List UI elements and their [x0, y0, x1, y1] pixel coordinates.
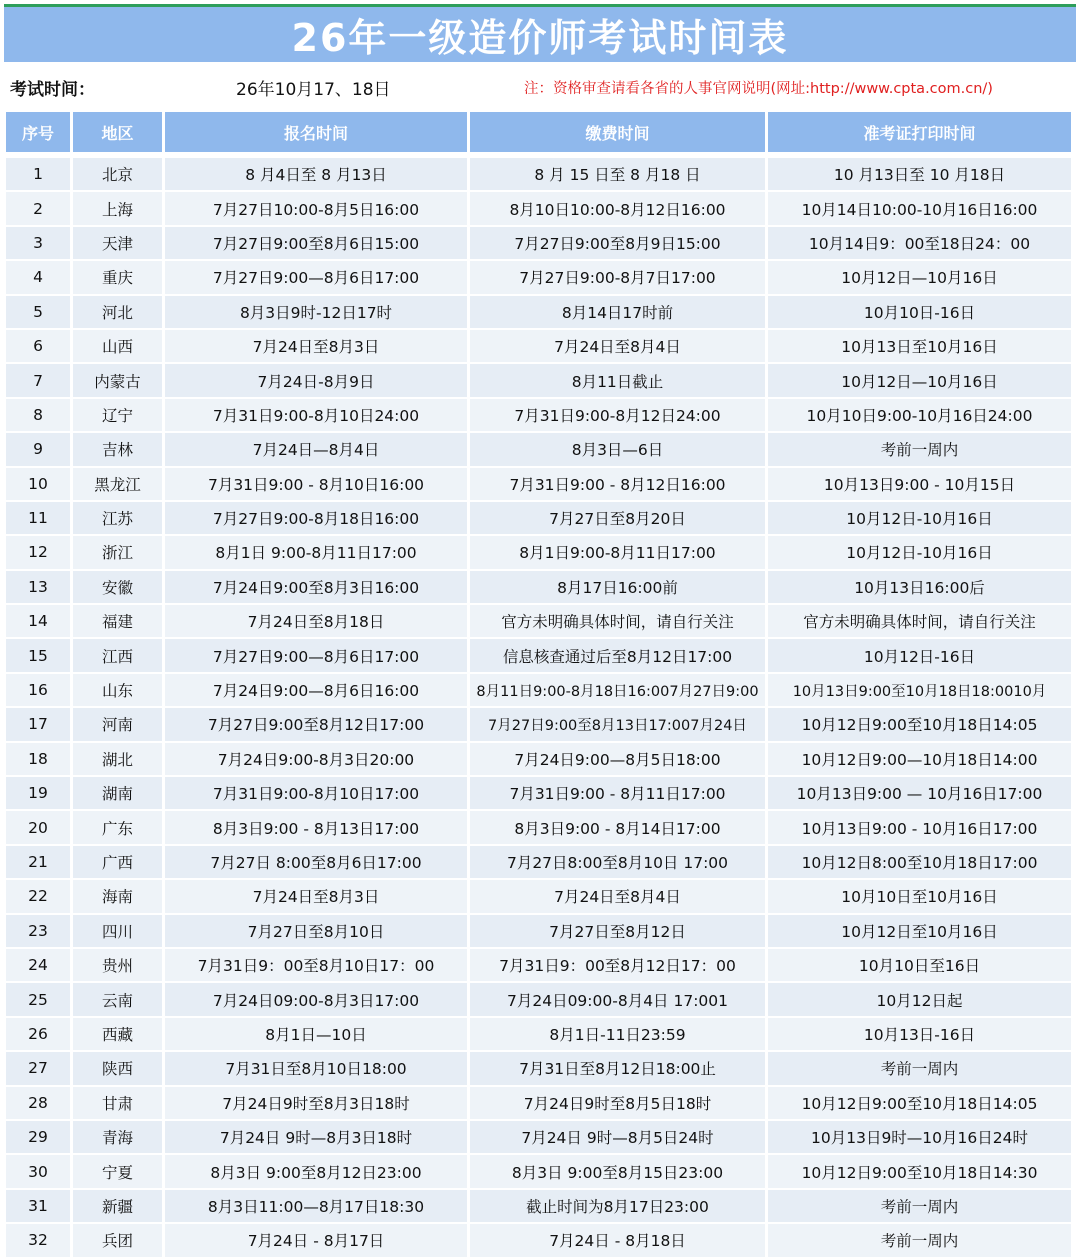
cell-registration-time: 8 月4日至 8 月13日 [165, 158, 467, 192]
header-registration-time: 报名时间 [165, 112, 467, 154]
cell-region: 广西 [73, 846, 162, 880]
header-payment-time: 缴费时间 [470, 112, 765, 154]
cell-payment-time: 7月24日至8月4日 [470, 880, 765, 914]
table-row [6, 1155, 1074, 1189]
cell-registration-time: 8月3日9时-12日17时 [165, 296, 467, 330]
cell-index: 20 [6, 811, 70, 845]
cell-region: 甘肃 [73, 1087, 162, 1121]
cell-payment-time: 8月11日截止 [470, 364, 765, 398]
cell-admission-ticket-time: 官方未明确具体时间，请自行关注 [768, 605, 1071, 639]
cell-registration-time: 7月24日09:00-8月3日17:00 [165, 983, 467, 1017]
cell-region: 广东 [73, 811, 162, 845]
cell-payment-time: 7月27日8:00至8月10日 17:00 [470, 846, 765, 880]
cell-payment-time: 7月27日至8月12日 [470, 915, 765, 949]
cell-index: 32 [6, 1224, 70, 1258]
cell-registration-time: 7月24日9时至8月3日18时 [165, 1087, 467, 1121]
cell-payment-time: 8 月 15 日至 8 月18 日 [470, 158, 765, 192]
cell-admission-ticket-time: 10月12日—10月16日 [768, 261, 1071, 295]
cell-admission-ticket-time: 10月12日-10月16日 [768, 536, 1071, 570]
cell-admission-ticket-time: 10月12日9:00至10月18日14:05 [768, 1087, 1071, 1121]
cell-admission-ticket-time: 10月13日-16日 [768, 1018, 1071, 1052]
cell-payment-time: 8月17日16:00前 [470, 571, 765, 605]
cell-registration-time: 7月24日 - 8月17日 [165, 1224, 467, 1258]
cell-index: 25 [6, 983, 70, 1017]
table-row [6, 571, 1074, 605]
table-row [6, 1018, 1074, 1052]
cell-admission-ticket-time: 10月12日—10月16日 [768, 364, 1071, 398]
cell-region: 贵州 [73, 949, 162, 983]
table-row [6, 1224, 1074, 1258]
cell-region: 福建 [73, 605, 162, 639]
cell-admission-ticket-time: 10月12日8:00至10月18日17:00 [768, 846, 1071, 880]
cell-registration-time: 8月3日 9:00至8月12日23:00 [165, 1155, 467, 1189]
cell-payment-time: 7月27日9:00至8月9日15:00 [470, 227, 765, 261]
exam-info-row [0, 66, 1080, 108]
cell-index: 29 [6, 1121, 70, 1155]
cell-registration-time: 7月31日9:00-8月10日24:00 [165, 399, 467, 433]
cell-admission-ticket-time: 10 月13日至 10 月18日 [768, 158, 1071, 192]
table-row [6, 1052, 1074, 1086]
cell-index: 1 [6, 158, 70, 192]
cell-admission-ticket-time: 10月13日9:00至10月18日18:0010月 [768, 674, 1071, 708]
cell-index: 15 [6, 639, 70, 673]
cell-region: 江苏 [73, 502, 162, 536]
cell-region: 上海 [73, 192, 162, 226]
cell-registration-time: 7月24日9:00至8月3日16:00 [165, 571, 467, 605]
cell-registration-time: 7月27日9:00—8月6日17:00 [165, 261, 467, 295]
cell-region: 西藏 [73, 1018, 162, 1052]
cell-payment-time: 8月3日 9:00至8月15日23:00 [470, 1155, 765, 1189]
table-row [6, 296, 1074, 330]
cell-admission-ticket-time: 10月12日-10月16日 [768, 502, 1071, 536]
cell-region: 重庆 [73, 261, 162, 295]
cell-region: 湖北 [73, 743, 162, 777]
table-row [6, 674, 1074, 708]
cell-admission-ticket-time: 10月13日9时—10月16日24时 [768, 1121, 1071, 1155]
cell-region: 海南 [73, 880, 162, 914]
table-row [6, 1190, 1074, 1224]
cell-admission-ticket-time: 10月13日至10月16日 [768, 330, 1071, 364]
cell-index: 10 [6, 468, 70, 502]
cell-admission-ticket-time: 10月14日9：00至18日24：00 [768, 227, 1071, 261]
cell-admission-ticket-time: 10月10日-16日 [768, 296, 1071, 330]
cell-index: 4 [6, 261, 70, 295]
header-region: 地区 [73, 112, 162, 154]
table-row [6, 743, 1074, 777]
cell-payment-time: 8月14日17时前 [470, 296, 765, 330]
cell-admission-ticket-time: 10月12日9:00至10月18日14:05 [768, 708, 1071, 742]
cell-index: 16 [6, 674, 70, 708]
cell-registration-time: 7月24日9:00-8月3日20:00 [165, 743, 467, 777]
page-title: 26年一级造价师考试时间表 [291, 16, 789, 60]
table-row [6, 192, 1074, 226]
cell-region: 宁夏 [73, 1155, 162, 1189]
cell-payment-time: 7月31日9:00 - 8月12日16:00 [470, 468, 765, 502]
table-row [6, 846, 1074, 880]
cell-registration-time: 7月31日9:00-8月10日17:00 [165, 777, 467, 811]
cell-region: 辽宁 [73, 399, 162, 433]
cell-registration-time: 8月3日9:00 - 8月13日17:00 [165, 811, 467, 845]
cell-admission-ticket-time: 10月10日至16日 [768, 949, 1071, 983]
table-row [6, 364, 1074, 398]
table-row [6, 639, 1074, 673]
cell-region: 北京 [73, 158, 162, 192]
cell-index: 18 [6, 743, 70, 777]
cell-registration-time: 8月3日11:00—8月17日18:30 [165, 1190, 467, 1224]
cell-payment-time: 7月27日9:00至8月13日17:007月24日 [470, 708, 765, 742]
table-row [6, 777, 1074, 811]
cell-admission-ticket-time: 考前一周内 [768, 1052, 1071, 1086]
cell-payment-time: 8月3日—6日 [470, 433, 765, 467]
cell-registration-time: 7月24日至8月3日 [165, 330, 467, 364]
cell-region: 黑龙江 [73, 468, 162, 502]
cell-index: 7 [6, 364, 70, 398]
cell-index: 26 [6, 1018, 70, 1052]
cell-payment-time: 7月27日至8月20日 [470, 502, 765, 536]
cell-admission-ticket-time: 10月12日至10月16日 [768, 915, 1071, 949]
cell-registration-time: 7月27日 8:00至8月6日17:00 [165, 846, 467, 880]
cell-registration-time: 7月24日 9时—8月3日18时 [165, 1121, 467, 1155]
cell-index: 9 [6, 433, 70, 467]
cell-payment-time: 7月24日 9时—8月5日24时 [470, 1121, 765, 1155]
table-row [6, 399, 1074, 433]
cell-registration-time: 7月24日9:00—8月6日16:00 [165, 674, 467, 708]
cell-payment-time: 7月27日9:00-8月7日17:00 [470, 261, 765, 295]
table-row [6, 880, 1074, 914]
cell-registration-time: 7月24日-8月9日 [165, 364, 467, 398]
cell-payment-time: 信息核查通过后至8月12日17:00 [470, 639, 765, 673]
cell-index: 28 [6, 1087, 70, 1121]
cell-registration-time: 8月1日 9:00-8月11日17:00 [165, 536, 467, 570]
cell-index: 2 [6, 192, 70, 226]
cell-region: 湖南 [73, 777, 162, 811]
cell-region: 河北 [73, 296, 162, 330]
cell-registration-time: 8月1日—10日 [165, 1018, 467, 1052]
cell-payment-time: 官方未明确具体时间，请自行关注 [470, 605, 765, 639]
cell-registration-time: 7月24日—8月4日 [165, 433, 467, 467]
cell-payment-time: 截止时间为8月17日23:00 [470, 1190, 765, 1224]
cell-region: 四川 [73, 915, 162, 949]
cell-index: 3 [6, 227, 70, 261]
cell-registration-time: 7月27日9:00至8月12日17:00 [165, 708, 467, 742]
cell-registration-time: 7月27日10:00-8月5日16:00 [165, 192, 467, 226]
cell-index: 24 [6, 949, 70, 983]
cell-region: 山东 [73, 674, 162, 708]
cell-admission-ticket-time: 考前一周内 [768, 1224, 1071, 1258]
cell-payment-time: 7月31日至8月12日18:00止 [470, 1052, 765, 1086]
cell-index: 12 [6, 536, 70, 570]
table-row [6, 468, 1074, 502]
cell-admission-ticket-time: 10月13日9:00 — 10月16日17:00 [768, 777, 1071, 811]
cell-index: 17 [6, 708, 70, 742]
cell-registration-time: 7月24日至8月18日 [165, 605, 467, 639]
schedule-table [6, 112, 1074, 1259]
cell-index: 14 [6, 605, 70, 639]
header-index: 序号 [6, 112, 70, 154]
cell-registration-time: 7月31日9：00至8月10日17：00 [165, 949, 467, 983]
table-row [6, 949, 1074, 983]
cell-payment-time: 7月31日9：00至8月12日17：00 [470, 949, 765, 983]
table-row [6, 261, 1074, 295]
cell-index: 8 [6, 399, 70, 433]
cell-region: 内蒙古 [73, 364, 162, 398]
cell-registration-time: 7月31日9:00 - 8月10日16:00 [165, 468, 467, 502]
cell-admission-ticket-time: 10月10日至10月16日 [768, 880, 1071, 914]
cell-index: 31 [6, 1190, 70, 1224]
cell-admission-ticket-time: 考前一周内 [768, 433, 1071, 467]
table-row [6, 227, 1074, 261]
table-row [6, 1087, 1074, 1121]
cell-index: 13 [6, 571, 70, 605]
table-row [6, 433, 1074, 467]
cell-region: 吉林 [73, 433, 162, 467]
cell-region: 陕西 [73, 1052, 162, 1086]
cell-index: 27 [6, 1052, 70, 1086]
table-row [6, 605, 1074, 639]
cell-payment-time: 8月1日9:00-8月11日17:00 [470, 536, 765, 570]
cell-admission-ticket-time: 10月13日9:00 - 10月15日 [768, 468, 1071, 502]
cell-payment-time: 7月24日 - 8月18日 [470, 1224, 765, 1258]
table-row [6, 330, 1074, 364]
cell-region: 新疆 [73, 1190, 162, 1224]
header-admission-ticket-time: 准考证打印时间 [768, 112, 1071, 154]
cell-region: 山西 [73, 330, 162, 364]
table-row [6, 536, 1074, 570]
cell-region: 兵团 [73, 1224, 162, 1258]
table-row [6, 811, 1074, 845]
cell-payment-time: 8月11日9:00-8月18日16:007月27日9:00 [470, 674, 765, 708]
cell-registration-time: 7月24日至8月3日 [165, 880, 467, 914]
cell-admission-ticket-time: 考前一周内 [768, 1190, 1071, 1224]
qualification-note: 注：资格审查请看各省的人事官网说明(网址:http://www.cpta.com.cn/) [524, 80, 993, 97]
cell-index: 22 [6, 880, 70, 914]
cell-registration-time: 7月27日9:00至8月6日15:00 [165, 227, 467, 261]
cell-admission-ticket-time: 10月12日9:00—10月18日14:00 [768, 743, 1071, 777]
cell-payment-time: 7月24日至8月4日 [470, 330, 765, 364]
cell-registration-time: 7月31日至8月10日18:00 [165, 1052, 467, 1086]
cell-registration-time: 7月27日至8月10日 [165, 915, 467, 949]
cell-registration-time: 7月27日9:00—8月6日17:00 [165, 639, 467, 673]
cell-payment-time: 7月24日09:00-8月4日 17:001 [470, 983, 765, 1017]
cell-region: 安徽 [73, 571, 162, 605]
cell-region: 浙江 [73, 536, 162, 570]
cell-index: 11 [6, 502, 70, 536]
table-row [6, 502, 1074, 536]
cell-payment-time: 7月31日9:00 - 8月11日17:00 [470, 777, 765, 811]
cell-payment-time: 7月31日9:00-8月12日24:00 [470, 399, 765, 433]
cell-region: 江西 [73, 639, 162, 673]
table-header-row [6, 112, 1074, 154]
cell-admission-ticket-time: 10月14日10:00-10月16日16:00 [768, 192, 1071, 226]
cell-payment-time: 8月10日10:00-8月12日16:00 [470, 192, 765, 226]
cell-admission-ticket-time: 10月13日16:00后 [768, 571, 1071, 605]
cell-admission-ticket-time: 10月12日起 [768, 983, 1071, 1017]
cell-index: 21 [6, 846, 70, 880]
cell-payment-time: 8月3日9:00 - 8月14日17:00 [470, 811, 765, 845]
cell-index: 19 [6, 777, 70, 811]
cell-region: 天津 [73, 227, 162, 261]
cell-region: 云南 [73, 983, 162, 1017]
table-row [6, 983, 1074, 1017]
cell-payment-time: 7月24日9时至8月5日18时 [470, 1087, 765, 1121]
cell-registration-time: 7月27日9:00-8月18日16:00 [165, 502, 467, 536]
cell-region: 河南 [73, 708, 162, 742]
cell-index: 5 [6, 296, 70, 330]
exam-time-label: 考试时间： [10, 79, 95, 100]
cell-admission-ticket-time: 10月13日9:00 - 10月16日17:00 [768, 811, 1071, 845]
cell-index: 6 [6, 330, 70, 364]
exam-date: 26年10月17、18日 [236, 79, 391, 100]
cell-region: 青海 [73, 1121, 162, 1155]
cell-payment-time: 7月24日9:00—8月5日18:00 [470, 743, 765, 777]
cell-admission-ticket-time: 10月10日9:00-10月16日24:00 [768, 399, 1071, 433]
table-row [6, 1121, 1074, 1155]
cell-index: 30 [6, 1155, 70, 1189]
cell-payment-time: 8月1日-11日23:59 [470, 1018, 765, 1052]
cell-admission-ticket-time: 10月12日9:00至10月18日14:30 [768, 1155, 1071, 1189]
table-row [6, 708, 1074, 742]
cell-admission-ticket-time: 10月12日-16日 [768, 639, 1071, 673]
table-row [6, 158, 1074, 192]
table-row [6, 915, 1074, 949]
cell-index: 23 [6, 915, 70, 949]
title-banner [4, 4, 1076, 62]
